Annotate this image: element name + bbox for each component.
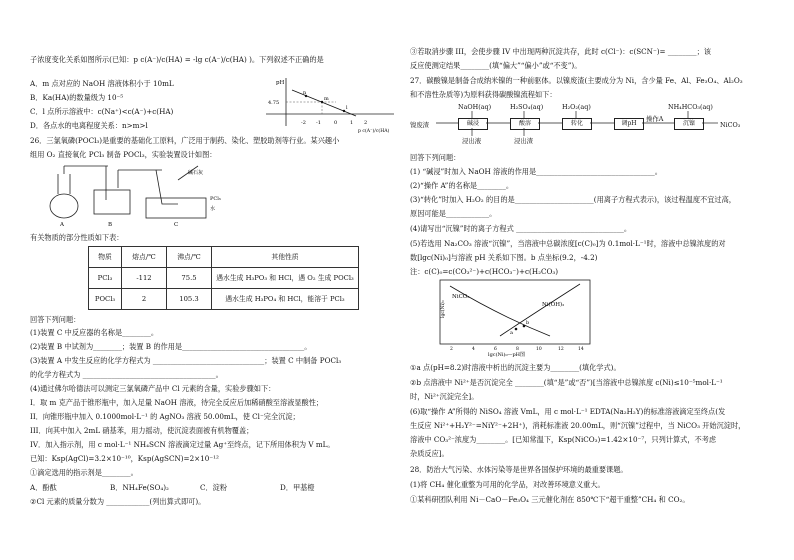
flow-step: 碱浸	[458, 118, 488, 130]
flow-step: 沉镍	[674, 118, 704, 130]
ph-xtick: 1	[350, 120, 354, 126]
p1: (1) “碱浸”时加入 NaOH 溶液的作用是_________________________________。	[410, 167, 662, 176]
sub-q3b: 的化学方程式为 _____________________________________。	[30, 370, 223, 379]
label-c: C	[174, 222, 179, 228]
table-header: 物质	[89, 247, 122, 268]
q6c: 溶液中 CO₃²⁻浓度为________。[已知常温下，Ksp(NiCO₃)=1.42×10⁻⁷，只列计算式，不考虑	[410, 435, 717, 444]
option-c: C．l 点所示溶液中：c(Na⁺)<c(A⁻)+c(HA)	[30, 107, 174, 116]
q-b2: 时，Ni²⁺沉淀完全]。	[410, 392, 479, 401]
ph-ytick-475: 4.75	[268, 100, 280, 106]
q6: (6)取“操作 A”所得的 NiSO₄ 溶液 VmL，用 c mol·L⁻¹ EDTA(Na₂H₂Y)的标准溶液滴定至终点(发	[410, 407, 726, 416]
answer-prompt: 回答下列问题：	[30, 315, 81, 324]
flow-op: 操作A	[646, 115, 664, 123]
sub-q3: (3)装置 A 中发生反应的化学方程式为 _______________________________；装置 C 中制备 POCl₃	[30, 356, 342, 365]
option-d: D．各点水的电离程度关系：n>m>l	[30, 121, 148, 130]
ph-ylabel: pH	[276, 80, 285, 86]
q28-2: ①某科研团队利用 Ni－CaO－Fe₃O₄ 三元催化剂在 850℃下“超干重整”CH₄ 和 CO₂。	[410, 495, 690, 504]
label-m: m	[324, 96, 329, 102]
ph-xtick: -2	[301, 120, 306, 126]
choice-a: A．酚酞	[30, 483, 57, 492]
ph-xtick: -1	[316, 120, 321, 126]
q6d: 杂质反应]。	[410, 449, 449, 458]
flow-start: 镍废渣	[410, 121, 430, 129]
sub-q1: (1)装置 C 中反应器的名称是________。	[30, 328, 159, 337]
answer-prompt: 回答下列问题：	[410, 153, 461, 162]
svg-text:4: 4	[472, 347, 475, 352]
ph-graph	[246, 76, 396, 136]
svg-text:2: 2	[450, 347, 453, 352]
label-l: l	[346, 105, 348, 111]
ph-xlabel: p c(A⁻)/c(HA)	[358, 129, 390, 134]
q27-line2: 和不溶性杂质等)为原料获得碳酸镍流程如下：	[410, 90, 557, 99]
ksp-note: 已知：Ksp(AgCl)=3.2×10⁻¹⁰，Ksp(AgSCN)=2×10⁻¹²	[30, 454, 219, 463]
point-l	[343, 110, 345, 112]
step-iv: IV．加入指示剂，用 c mol·L⁻¹ NH₄SCN 溶液滴定过量 Ag⁺至终点，记下所用体积为 V mL。	[30, 440, 335, 449]
q26-line2: 组用 O₂ 直接氧化 PCl₃ 制备 POCl₃，实验装置设计如图：	[30, 150, 217, 159]
p5c: 注：c(C)₀=c(CO₃²⁻)+c(HCO₃⁻)+c(H₂CO₃)	[410, 267, 559, 276]
q26-line1: 26．三氯氧磷(POCl₃)是重要的基础化工原料，广泛用于制药、染化、塑胶助剂等行业。某兴趣小	[30, 136, 340, 145]
option-a: A．m 点对应的 NaOH 溶液体积小于 10mL	[30, 79, 174, 88]
p4: (4)请写出“沉镍”时的离子方程式 ______________________________。	[410, 224, 632, 233]
flow-out: 浸出渣	[514, 137, 534, 145]
svg-text:10: 10	[536, 347, 542, 352]
choice-c: C．淀粉	[200, 483, 228, 492]
label-b: b	[526, 320, 530, 326]
option-b: B．Ka(HA)的数量级为 10⁻⁵	[30, 93, 124, 102]
flow-step: 调pH	[614, 118, 644, 130]
flow-reagent: NaOH(aq)	[458, 103, 492, 111]
label-nioh2: Ni(OH)₂	[542, 302, 565, 308]
label-soda-lime: 碱石灰	[188, 170, 204, 176]
ni-ylabel: lgc(Ni)₀	[441, 300, 446, 318]
p5b: 数[lgc(Ni)₀]与溶液 pH 关系如下图。b 点坐标(9.2，-4.2)	[410, 253, 598, 262]
svg-text:14: 14	[578, 347, 584, 352]
table-row: POCl₃ 2 105.3 遇水生成 H₃PO₄ 和 HCl，能溶于 PCl₃	[89, 289, 359, 310]
svg-text:12: 12	[558, 347, 564, 352]
ph-xtick: 0	[334, 120, 338, 126]
label-a: A	[60, 222, 64, 228]
p3: (3)“转化”时加入 H₂O₂ 的目的是______________________(用离子方程式表示)，该过程温度不宜过高，	[410, 195, 736, 204]
ni-graph	[430, 276, 600, 358]
sub-q4: (4)通过佛尔哈德法可以测定三氯氧磷产品中 Cl 元素的含量，实验步骤如下：	[30, 384, 276, 393]
q28: 28．防治大气污染、水体污染等是世界各国保护环境的最重要课题。	[410, 465, 628, 474]
sub-q4-1: ①滴定选用的指示剂是________。	[30, 468, 138, 477]
props-intro: 有关物质的部分性质如下表：	[30, 233, 124, 242]
label-water: 水	[210, 206, 216, 212]
q27-line1: 27．碳酸镍是制备合成纳米镍的一种前驱体。以镍废渣(主要成分为 Ni，含少量 Fe、Al、Fe₃O₄、Al₂O₃	[410, 76, 743, 85]
ph-line	[292, 90, 356, 116]
r-line2: 反应使测定结果________(填“偏大”“偏小”或“不变”)。	[410, 61, 582, 70]
flow-reagent: H₂O₂(aq)	[562, 103, 591, 111]
q28-1: (1)将 CH₄ 催化重整为可用的化学品，对改善环境意义重大。	[410, 480, 605, 489]
ni-xlabel: lgc(Ni)₀—pH图	[488, 352, 526, 358]
p2: (2)“操作 A”的名称是________。	[410, 181, 514, 190]
apparatus-diagram	[38, 160, 238, 228]
table-header: 沸点/℃	[167, 247, 212, 268]
curve-nioh2	[500, 284, 580, 336]
choice-d: D．甲基橙	[280, 483, 315, 492]
ph-xtick: 2	[364, 120, 368, 126]
table-header: 其他性质	[212, 247, 359, 268]
r-line1: ③若取消步骤 III，会使步骤 IV 中出现两种沉淀共存，此时 c(Cl⁻)：c(SCN⁻)= ________；该	[410, 47, 711, 56]
step-ii: II．向锥形瓶中加入 0.1000mol·L⁻¹ 的 AgNO₃ 溶液 50.00mL，使 Cl⁻完全沉淀；	[30, 412, 300, 421]
step-i: I．取 m 克产品于锥形瓶中，加入足量 NaOH 溶液，待完全反应后加稀硝酸至溶液显酸性；	[30, 398, 324, 407]
table-header: 熔点/℃	[122, 247, 167, 268]
flow-end: NiCO₃	[720, 121, 741, 129]
flow-out: 浸出液	[462, 137, 482, 145]
svg-text:8: 8	[516, 347, 519, 352]
point-b	[523, 325, 526, 328]
flow-reagent: NH₄HCO₃(aq)	[668, 103, 713, 111]
point-m	[321, 101, 323, 103]
label-n: n	[303, 90, 307, 96]
flow-step: 酸溶	[510, 118, 540, 130]
table-row: PCl₃ -112 75.5 遇水生成 H₃PO₃ 和 HCl，遇 O₂ 生成 POCl₃	[89, 268, 359, 289]
svg-text:6: 6	[494, 347, 497, 352]
label-pcl3: PCl₃	[210, 196, 221, 202]
point-a	[515, 328, 518, 331]
sub-q2: (2)装置 B 中试剂为________；装置 B 的作用是__________________________________。	[30, 342, 312, 351]
flow-step: 转化	[562, 118, 592, 130]
q-b: ②b 点溶液中 Ni²⁺是否沉淀完全 ________(填“是”或“否”)[当溶液中总镍浓度 c(Ni)≤10⁻⁵mol·L⁻¹	[410, 378, 723, 387]
choice-b: B．NH₄Fe(SO₄)₂	[110, 483, 169, 492]
label-nico3: NiCO₃	[452, 294, 470, 300]
sub-q4-2: ②Cl 元素的质量分数为 ____________(列出算式即可)。	[30, 497, 206, 506]
q-a: ①a 点(pH=8.2)时溶液中析出的沉淀主要为________(填化学式)。	[410, 363, 621, 372]
label-a: a	[510, 330, 513, 336]
flow-reagent: H₂SO₄(aq)	[510, 103, 544, 111]
label-b: B	[108, 222, 113, 228]
q6b: 生反应 Ni²⁺+H₂Y²⁻=NiY²⁻+2H⁺)，消耗标准液 20.00mL，则“沉镍”过程中，当 NiCO₃ 开始沉淀时，	[410, 421, 746, 430]
step-iii: III．向其中加入 2mL 硝基苯，用力摇动，使沉淀表面被有机物覆盖；	[30, 426, 254, 435]
flow-diagram	[410, 100, 770, 150]
p5: (5)若选用 Na₂CO₃ 溶液“沉镍”，当溶液中总碳浓度[c(C)₀]为 0.1mol·L⁻¹时，溶液中总镍浓度的对	[410, 239, 726, 248]
p3b: 原因可能是____________。	[410, 209, 497, 218]
q25-stem-line: 子浓度变化关系如图所示(已知：p c(A⁻)/c(HA) = -lg c(A⁻)/c(HA) )。下列叙述不正确的是	[30, 55, 324, 64]
properties-table	[88, 246, 359, 310]
